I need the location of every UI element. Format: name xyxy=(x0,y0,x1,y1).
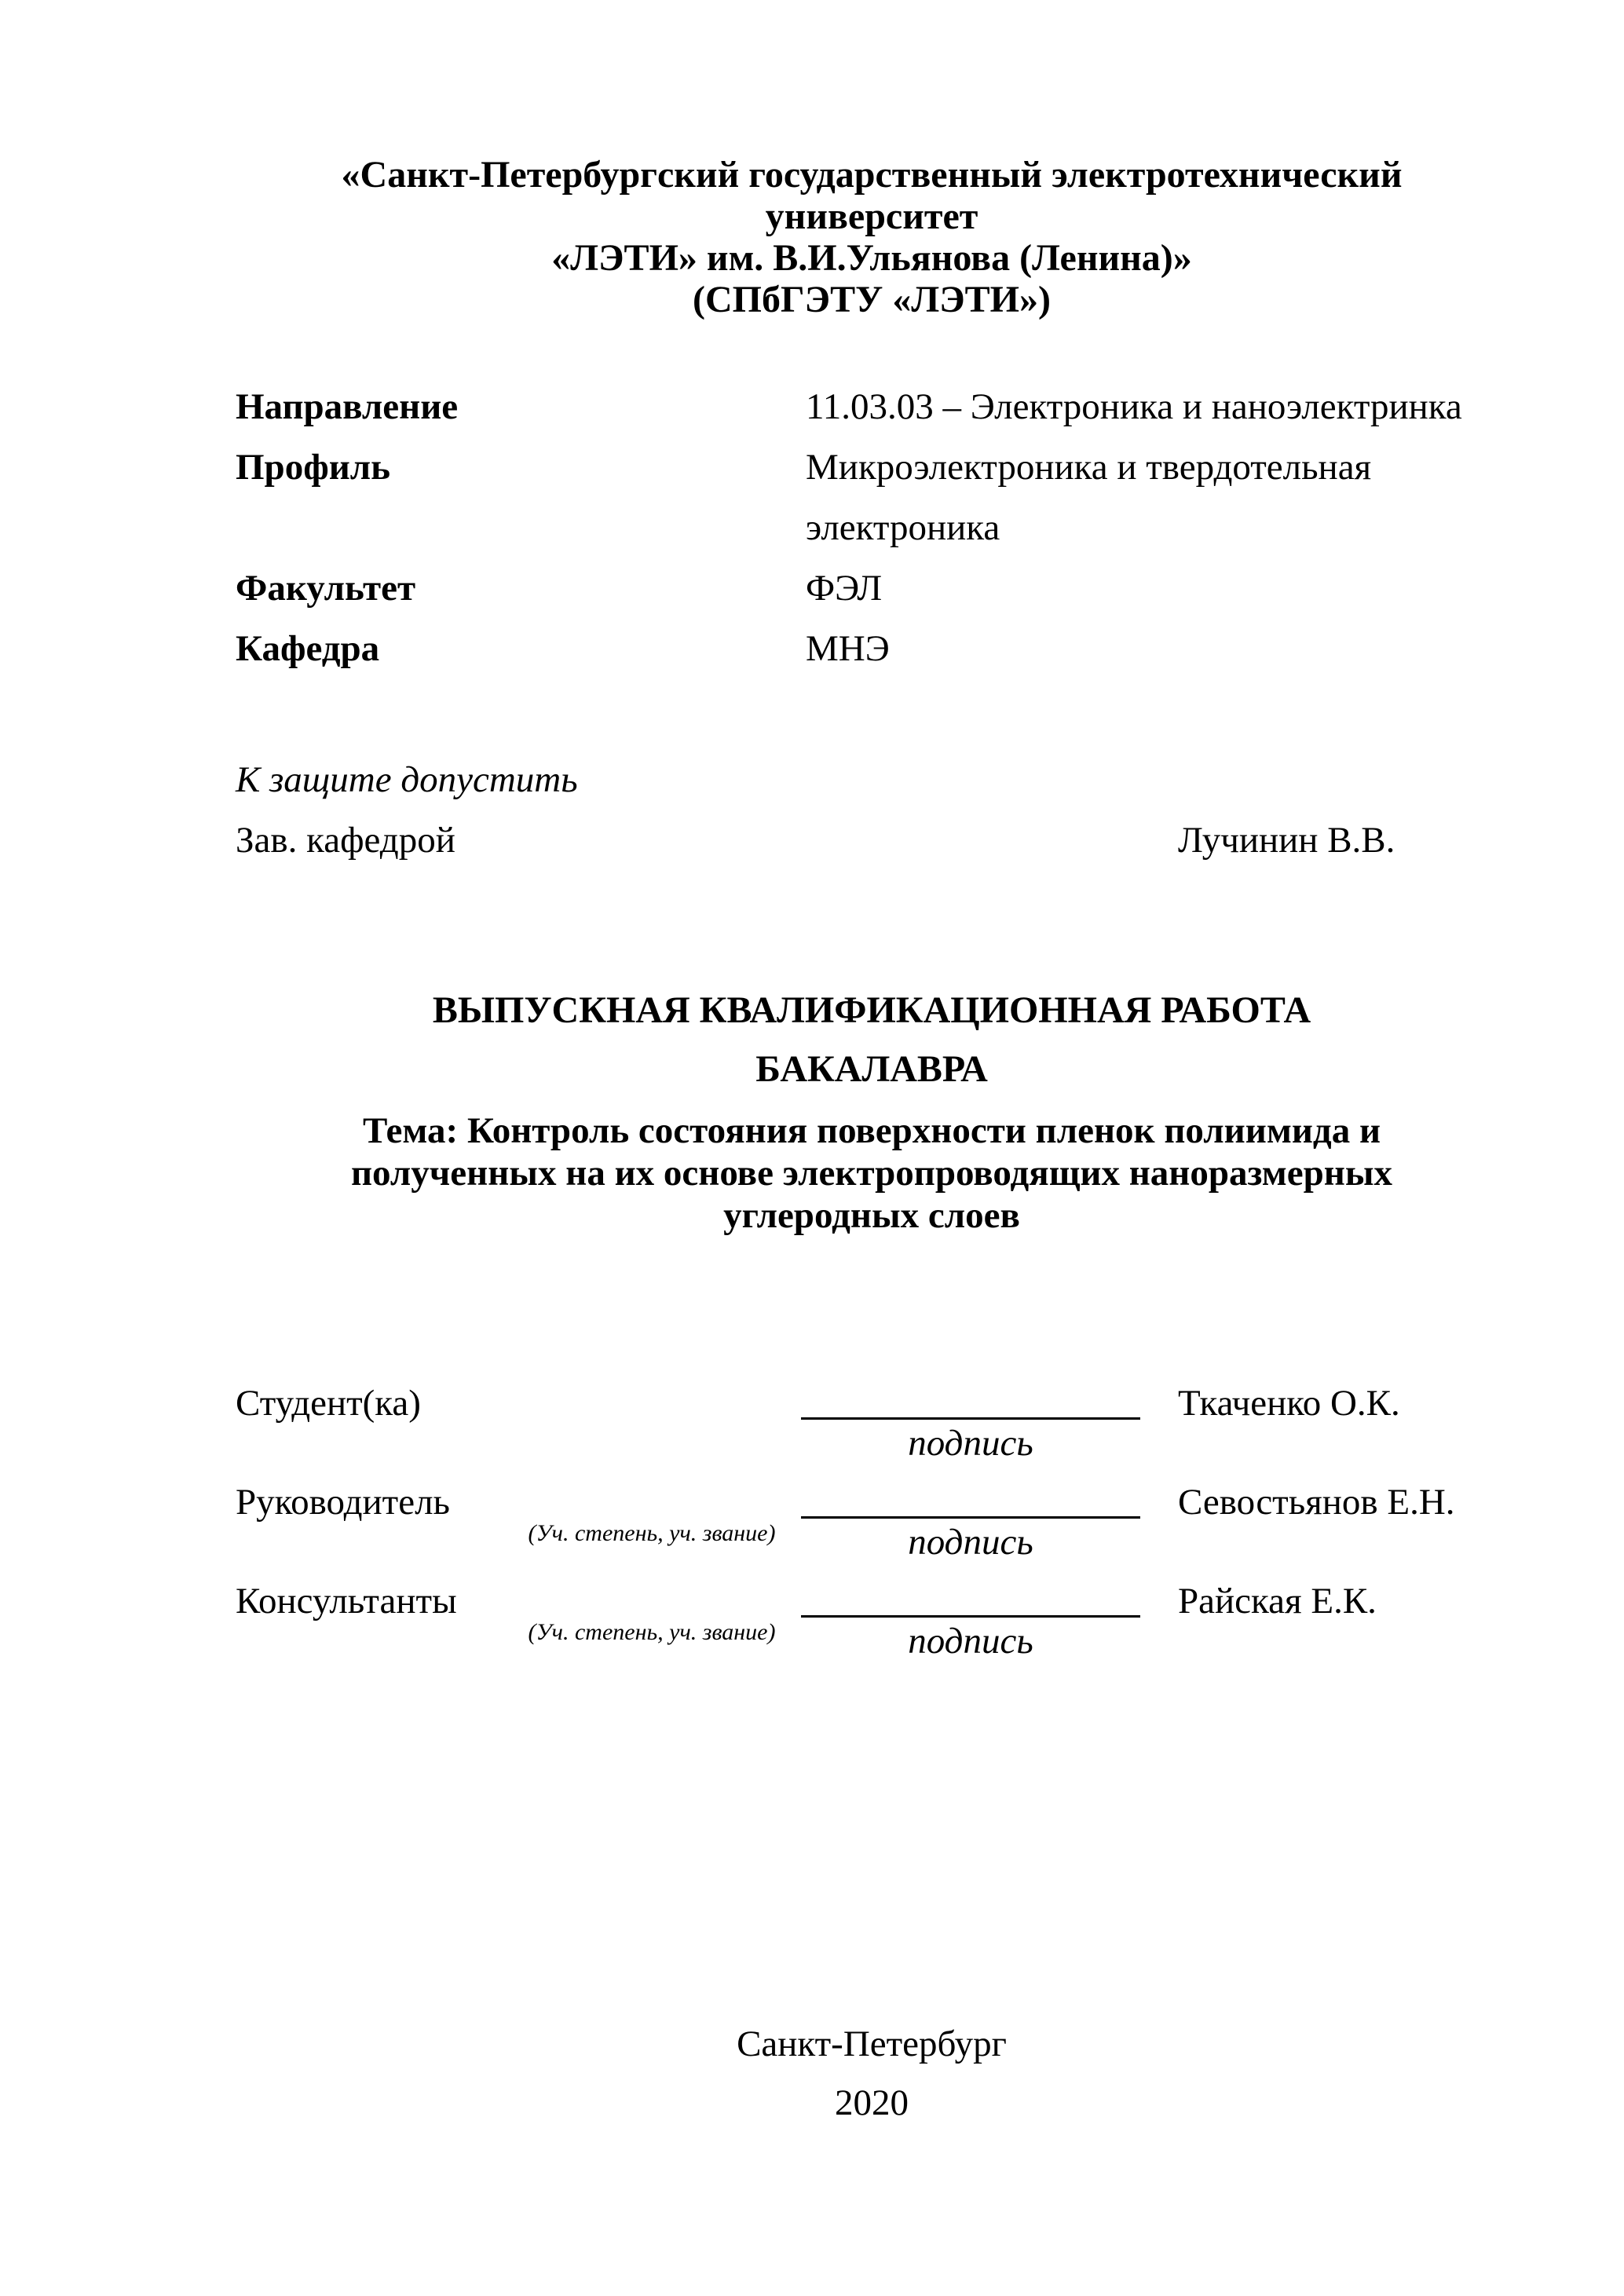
consultants-signature-caption: подпись xyxy=(908,1621,1033,1662)
field-row-faculty xyxy=(236,558,1508,619)
signature-row-student xyxy=(236,1382,1508,1481)
supervisor-signature-caption: подпись xyxy=(908,1522,1033,1563)
student-signature-area xyxy=(801,1382,1140,1464)
department-head-name: Лучинин В.В. xyxy=(1178,820,1395,861)
signature-row-consultants xyxy=(236,1580,1508,1679)
signatures-block xyxy=(236,1382,1508,1679)
footer-year: 2020 xyxy=(835,2082,909,2123)
university-header-line-2: университет xyxy=(765,196,978,237)
university-header-line-3: «ЛЭТИ» им. В.И.Ульянова (Ленина)» xyxy=(551,237,1192,279)
profile-value-line-1: Микроэлектроника и твердотельная xyxy=(806,447,1372,488)
profile-value-line-2: электроника xyxy=(806,507,1000,548)
theme-line-2: полученных на их основе электропроводящих наноразмерных xyxy=(350,1153,1393,1194)
supervisor-signature-area xyxy=(801,1481,1140,1563)
field-row-profile xyxy=(236,437,1508,498)
university-header xyxy=(236,0,1508,320)
theme-line-1: Тема: Контроль состояния поверхности пленок полиимида и xyxy=(362,1110,1381,1151)
footer-city: Санкт-Петербург xyxy=(737,2024,1007,2064)
work-title-line-2: БАКАЛАВРА xyxy=(755,1048,988,1090)
consultants-signature-area xyxy=(801,1580,1140,1662)
field-row-direction xyxy=(236,377,1508,437)
student-name: Ткаченко О.К. xyxy=(1178,1383,1400,1424)
supervisor-role-label: Руководитель xyxy=(236,1482,450,1523)
faculty-value: ФЭЛ xyxy=(806,568,883,609)
supervisor-name: Севостьянов Е.Н. xyxy=(1178,1482,1455,1523)
field-row-department xyxy=(236,619,1508,679)
student-role-label: Студент(ка) xyxy=(236,1383,421,1424)
signature-row-supervisor xyxy=(236,1481,1508,1580)
consultants-role-label: Консультанты xyxy=(236,1581,457,1621)
admission-statement: К защите допустить xyxy=(236,759,578,800)
profile-label: Профиль xyxy=(236,447,391,488)
footer-block xyxy=(236,2015,1508,2133)
student-signature-caption: подпись xyxy=(908,1423,1033,1464)
work-title xyxy=(236,981,1508,1099)
consultants-degree-note: (Уч. степень, уч. звание) xyxy=(528,1619,776,1645)
university-header-line-4: (СПбГЭТУ «ЛЭТИ») xyxy=(693,279,1051,320)
work-title-line-1: ВЫПУСКНАЯ КВАЛИФИКАЦИОННАЯ РАБОТА xyxy=(432,989,1311,1031)
theme-line-3: углеродных слоев xyxy=(723,1195,1020,1236)
direction-value: 11.03.03 – Электроника и наноэлектринка xyxy=(806,386,1462,427)
admission-block xyxy=(236,750,1508,871)
admission-row xyxy=(236,810,1508,871)
consultants-signature-line xyxy=(801,1580,1140,1618)
profile-label-empty xyxy=(236,498,806,558)
direction-label: Направление xyxy=(236,386,459,427)
theme-block xyxy=(236,1110,1508,1237)
program-fields xyxy=(236,377,1508,679)
department-label: Кафедра xyxy=(236,628,380,669)
supervisor-signature-line xyxy=(801,1481,1140,1519)
department-value: МНЭ xyxy=(806,628,890,669)
supervisor-degree-note: (Уч. степень, уч. звание) xyxy=(528,1520,776,1546)
faculty-label: Факультет xyxy=(236,568,416,609)
field-row-profile-continuation xyxy=(236,498,1508,558)
university-header-line-1: «Санкт-Петербургский государственный электротехнический xyxy=(341,154,1403,196)
consultants-name: Райская Е.К. xyxy=(1178,1581,1377,1621)
student-signature-line xyxy=(801,1382,1140,1420)
department-head-label: Зав. кафедрой xyxy=(236,820,455,861)
